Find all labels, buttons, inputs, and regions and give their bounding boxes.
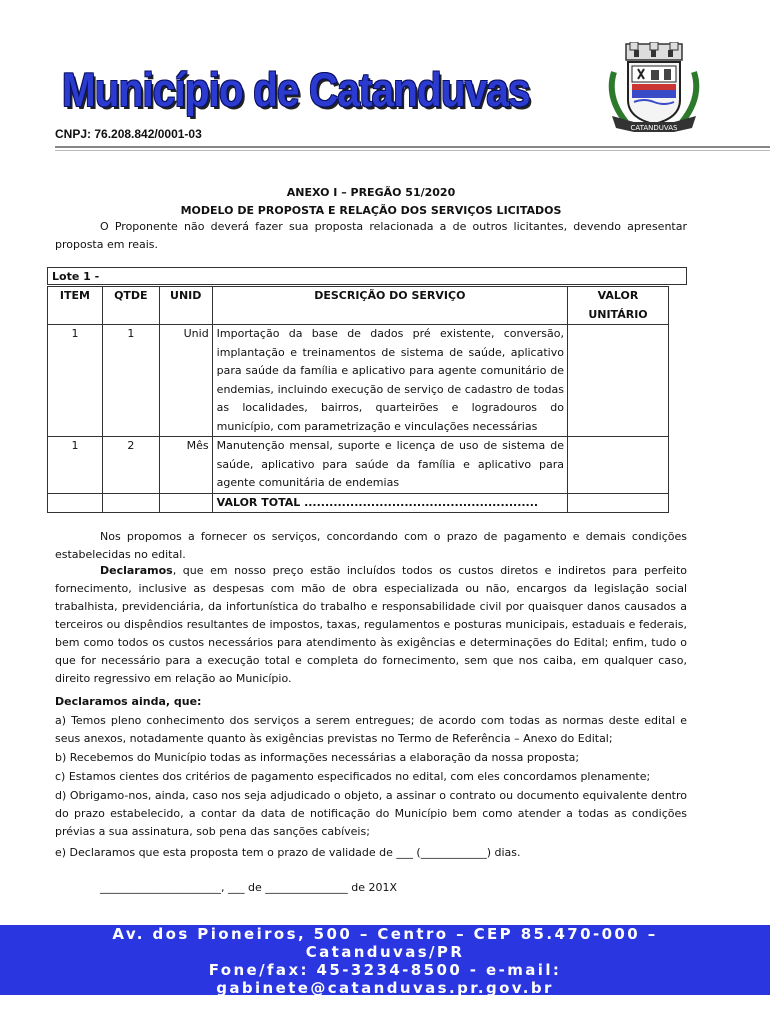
annex-subheading: MODELO DE PROPOSTA E RELAÇÃO DOS SERVIÇOS LICITADOS — [180, 204, 562, 217]
footer-line-city: Catanduvas/PR — [305, 943, 465, 961]
footer-line-phone: Fone/fax: 45-3234-8500 - e-mail: — [208, 961, 562, 979]
coat-of-arms-icon — [604, 42, 704, 134]
crest-ribbon-text: CATANDUVAS — [630, 124, 678, 132]
total-label: VALOR TOTAL ........................................................ — [212, 493, 567, 513]
row-descricao: Manutenção mensal, suporte e licença de uso de sistema de saúde, aplicativo para saúde da família e aplicativo para agente comunitária de endemias — [212, 437, 567, 494]
header-divider — [55, 146, 770, 148]
row-unid: Unid — [159, 325, 212, 437]
row-qtde: 2 — [102, 437, 159, 494]
col-header-valor: VALOR UNITÁRIO — [567, 287, 668, 325]
declaramos-ainda: Declaramos ainda, que: — [55, 695, 202, 708]
row-valor[interactable] — [567, 325, 668, 437]
proposal-paragraph: Nos propomos a fornecer os serviços, concordando com o prazo de pagamento e demais condições estabelecidas no edital. — [55, 530, 687, 561]
clause-c: c) Estamos cientes dos critérios de pagamento especificados no edital, com eles concordamos plenamente; — [55, 770, 651, 783]
clause-a: a) Temos pleno conhecimento dos serviços a serem entregues; de acordo com todas as normas deste edital e seus anexos, notadamente quanto às exigências previstas no Termo de Referência – Anexo do Edital; — [55, 714, 687, 745]
clause-d: d) Obrigamo-nos, ainda, caso nos seja adjudicado o objeto, a assinar o contrato ou documento equivalente dentro do prazo estabelecido, a contar da data de notificação do Município bem como atender a todas as condições prévias a sua assinatura, sob pena das sanções cabíveis; — [55, 789, 687, 838]
clause-b: b) Recebemos do Município todas as informações necessárias a elaboração da nossa proposta; — [55, 751, 580, 764]
table-row — [48, 437, 669, 494]
lote-label: Lote 1 - — [47, 267, 687, 285]
table-header-row — [48, 287, 669, 325]
col-header-item: ITEM — [48, 287, 103, 325]
footer-line-address: Av. dos Pioneiros, 500 – Centro – CEP 85.470-000 – — [112, 925, 658, 943]
clause-e: e) Declaramos que esta proposta tem o prazo de validade de ___ (____________) dias. — [55, 846, 521, 859]
row-descricao: Importação da base de dados pré existente, conversão, implantação e treinamentos de sistema de saúde, aplicativo para saúde da família e aplicativo para agente comunitário de endemias, incluindo execução de serviço de cadastro de todas as localidades, bairros, quarteirões e logradouros do município, com parametrização e vinculações necessárias — [212, 325, 567, 437]
declaramos-bold: Declaramos — [100, 564, 173, 577]
col-header-qtde: QTDE — [102, 287, 159, 325]
row-qtde: 1 — [102, 325, 159, 437]
services-table — [47, 286, 669, 513]
table-row — [48, 325, 669, 437]
row-item: 1 — [48, 325, 103, 437]
declaration-text: , que em nosso preço estão incluídos todos os custos diretos e indiretos para perfeito fornecimento, inclusive as despesas com mão de obra especializada ou não, encargos da legislação social trabalhista, previdenciária, da infortunística do trabalho e responsabilidade civil por quaisquer danos causados a terceiros ou dispêndios resultantes de impostos, taxas, regulamentos e posturas municipais, estaduais e federais, bem como todos os custos necessários para atendimento às exigências e determinações do Edital; enfim, tudo o que for necessário para a execução total e completa do fornecimento, sem que nos caiba, em qualquer caso, direito regressivo em relação ao Município. — [55, 564, 687, 685]
footer-line-email[interactable]: gabinete@catanduvas.pr.gov.br — [216, 979, 554, 995]
annex-heading: ANEXO I – PREGÃO 51/2020 — [286, 186, 456, 199]
footer-address — [0, 925, 770, 995]
signature-line: ______________________, ___ de _______________ de 201X — [100, 881, 398, 894]
header-divider-thin — [55, 150, 770, 151]
row-unid: Mês — [159, 437, 212, 494]
row-valor[interactable] — [567, 437, 668, 494]
col-header-descricao: DESCRIÇÃO DO SERVIÇO — [212, 287, 567, 325]
total-value[interactable] — [567, 493, 668, 513]
declaration-paragraph — [55, 562, 687, 688]
municipality-title: Município de Catanduvas — [62, 63, 530, 116]
table-total-row — [48, 493, 669, 513]
intro-paragraph: O Proponente não deverá fazer sua proposta relacionada a de outros licitantes, devendo apresentar proposta em reais. — [55, 220, 687, 251]
row-item: 1 — [48, 437, 103, 494]
cnpj-label: CNPJ: 76.208.842/0001-03 — [55, 127, 202, 141]
col-header-unid: UNID — [159, 287, 212, 325]
